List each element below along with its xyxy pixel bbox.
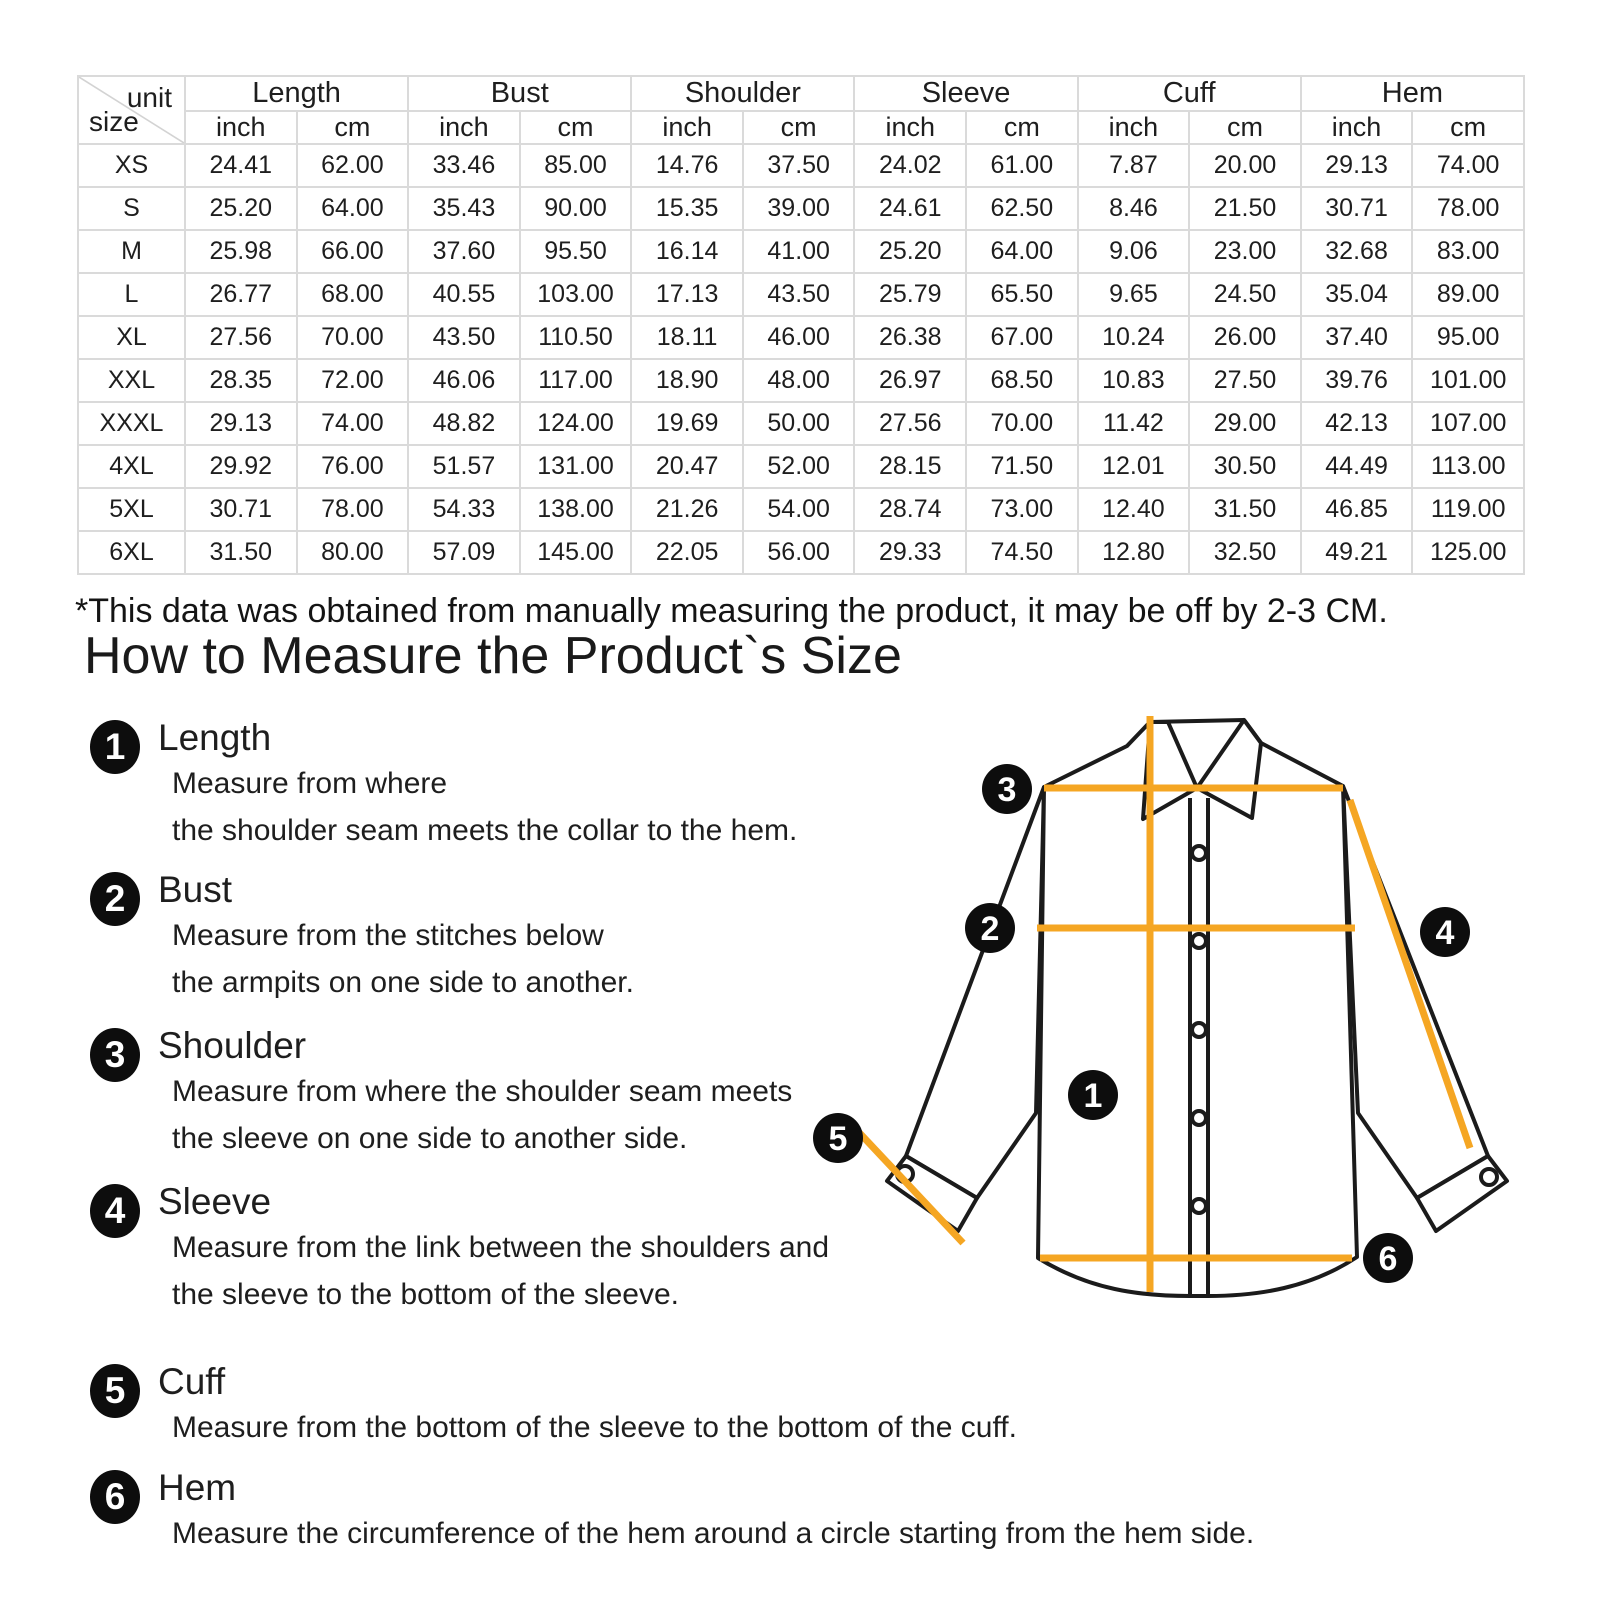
instruction-shoulder <box>90 1024 792 1162</box>
value-cell: 24.41 <box>185 144 297 187</box>
value-cell: 9.65 <box>1078 273 1190 316</box>
size-cell: 4XL <box>78 445 185 488</box>
diagram-badge-2-label: 2 <box>980 910 1000 948</box>
size-cell: L <box>78 273 185 316</box>
value-cell: 29.00 <box>1189 402 1301 445</box>
size-cell: XXL <box>78 359 185 402</box>
corner-unit-label: unit <box>126 82 172 113</box>
value-cell: 28.35 <box>185 359 297 402</box>
section-heading: How to Measure the Product`s Size <box>84 627 902 685</box>
unit-header-cm: cm <box>743 111 855 144</box>
value-cell: 10.24 <box>1078 316 1190 359</box>
value-cell: 56.00 <box>743 531 855 574</box>
value-cell: 37.40 <box>1301 316 1413 359</box>
value-cell: 61.00 <box>966 144 1078 187</box>
value-cell: 25.79 <box>854 273 966 316</box>
value-cell: 64.00 <box>966 230 1078 273</box>
diagram-badge-5-label: 5 <box>828 1120 848 1158</box>
value-cell: 95.50 <box>520 230 632 273</box>
value-cell: 107.00 <box>1412 402 1524 445</box>
value-cell: 49.21 <box>1301 531 1413 574</box>
value-cell: 74.00 <box>1412 144 1524 187</box>
step-badge-4: 4 <box>90 1184 140 1238</box>
diagram-badge-4 <box>1420 907 1470 957</box>
instruction-length <box>90 716 797 854</box>
value-cell: 26.00 <box>1189 316 1301 359</box>
value-cell: 11.42 <box>1078 402 1190 445</box>
unit-header-inch: inch <box>631 111 743 144</box>
value-cell: 103.00 <box>520 273 632 316</box>
value-cell: 70.00 <box>966 402 1078 445</box>
step-badge-6: 6 <box>90 1470 140 1524</box>
value-cell: 76.00 <box>297 445 409 488</box>
value-cell: 29.92 <box>185 445 297 488</box>
group-header-cuff: Cuff <box>1078 76 1301 111</box>
value-cell: 28.15 <box>854 445 966 488</box>
group-header-bust: Bust <box>408 76 631 111</box>
value-cell: 27.56 <box>185 316 297 359</box>
value-cell: 26.38 <box>854 316 966 359</box>
value-cell: 125.00 <box>1412 531 1524 574</box>
unit-header-cm: cm <box>520 111 632 144</box>
value-cell: 124.00 <box>520 402 632 445</box>
value-cell: 8.46 <box>1078 187 1190 230</box>
instruction-title: Sleeve <box>158 1181 272 1222</box>
step-badge-2: 2 <box>90 872 140 926</box>
measurement-disclaimer: *This data was obtained from manually measuring the product, it may be off by 2-3 CM. <box>75 592 1388 630</box>
instruction-text-line: the armpits on one side to another. <box>172 966 634 999</box>
value-cell: 48.00 <box>743 359 855 402</box>
shirt-button <box>1192 1199 1206 1213</box>
instruction-text-line: Measure from the link between the shoulders and <box>172 1231 830 1264</box>
size-cell: 5XL <box>78 488 185 531</box>
value-cell: 33.46 <box>408 144 520 187</box>
value-cell: 7.87 <box>1078 144 1190 187</box>
shirt-button <box>1192 1111 1206 1125</box>
size-cell: M <box>78 230 185 273</box>
size-cell: XS <box>78 144 185 187</box>
value-cell: 27.50 <box>1189 359 1301 402</box>
value-cell: 110.50 <box>520 316 632 359</box>
shirt-button <box>1192 934 1206 948</box>
value-cell: 101.00 <box>1412 359 1524 402</box>
value-cell: 117.00 <box>520 359 632 402</box>
instruction-cuff <box>90 1360 1017 1451</box>
value-cell: 19.69 <box>631 402 743 445</box>
value-cell: 29.33 <box>854 531 966 574</box>
value-cell: 68.50 <box>966 359 1078 402</box>
value-cell: 62.50 <box>966 187 1078 230</box>
group-header-sleeve: Sleeve <box>854 76 1077 111</box>
value-cell: 65.50 <box>966 273 1078 316</box>
unit-header-inch: inch <box>408 111 520 144</box>
unit-header-cm: cm <box>1412 111 1524 144</box>
value-cell: 18.11 <box>631 316 743 359</box>
value-cell: 31.50 <box>1189 488 1301 531</box>
value-cell: 78.00 <box>1412 187 1524 230</box>
value-cell: 23.00 <box>1189 230 1301 273</box>
instruction-title: Cuff <box>158 1361 226 1402</box>
instruction-bust <box>90 868 634 1006</box>
instruction-text-line: the shoulder seam meets the collar to the hem. <box>172 814 798 847</box>
instruction-text-line: the sleeve on one side to another side. <box>172 1122 688 1155</box>
value-cell: 113.00 <box>1412 445 1524 488</box>
value-cell: 9.06 <box>1078 230 1190 273</box>
value-cell: 57.09 <box>408 531 520 574</box>
size-cell: 6XL <box>78 531 185 574</box>
value-cell: 39.00 <box>743 187 855 230</box>
instruction-title: Hem <box>158 1467 237 1508</box>
value-cell: 51.57 <box>408 445 520 488</box>
unit-header-inch: inch <box>1078 111 1190 144</box>
value-cell: 46.85 <box>1301 488 1413 531</box>
size-cell: XL <box>78 316 185 359</box>
diagram-badge-1 <box>1068 1070 1118 1120</box>
value-cell: 15.35 <box>631 187 743 230</box>
value-cell: 37.60 <box>408 230 520 273</box>
value-cell: 43.50 <box>743 273 855 316</box>
left-sleeve <box>906 787 1044 1198</box>
value-cell: 17.13 <box>631 273 743 316</box>
unit-header-inch: inch <box>1301 111 1413 144</box>
value-cell: 12.80 <box>1078 531 1190 574</box>
instruction-text-line: Measure from the stitches below <box>172 919 604 952</box>
value-cell: 74.50 <box>966 531 1078 574</box>
cuff-button <box>1481 1169 1497 1185</box>
value-cell: 40.55 <box>408 273 520 316</box>
value-cell: 21.50 <box>1189 187 1301 230</box>
step-badge-5: 5 <box>90 1364 140 1418</box>
value-cell: 25.98 <box>185 230 297 273</box>
value-cell: 18.90 <box>631 359 743 402</box>
value-cell: 37.50 <box>743 144 855 187</box>
value-cell: 29.13 <box>1301 144 1413 187</box>
value-cell: 41.00 <box>743 230 855 273</box>
group-header-shoulder: Shoulder <box>631 76 854 111</box>
value-cell: 67.00 <box>966 316 1078 359</box>
diagram-badge-2 <box>965 903 1015 953</box>
value-cell: 26.97 <box>854 359 966 402</box>
value-cell: 26.77 <box>185 273 297 316</box>
value-cell: 83.00 <box>1412 230 1524 273</box>
step-badge-3: 3 <box>90 1028 140 1082</box>
value-cell: 74.00 <box>297 402 409 445</box>
shirt-diagram <box>780 690 1540 1370</box>
value-cell: 145.00 <box>520 531 632 574</box>
unit-header-cm: cm <box>966 111 1078 144</box>
diagram-badge-5 <box>813 1113 863 1163</box>
value-cell: 35.43 <box>408 187 520 230</box>
value-cell: 66.00 <box>297 230 409 273</box>
value-cell: 42.13 <box>1301 402 1413 445</box>
group-header-length: Length <box>185 76 408 111</box>
value-cell: 25.20 <box>854 230 966 273</box>
unit-header-cm: cm <box>1189 111 1301 144</box>
value-cell: 62.00 <box>297 144 409 187</box>
value-cell: 30.71 <box>185 488 297 531</box>
value-cell: 20.00 <box>1189 144 1301 187</box>
value-cell: 95.00 <box>1412 316 1524 359</box>
value-cell: 46.06 <box>408 359 520 402</box>
value-cell: 64.00 <box>297 187 409 230</box>
value-cell: 27.56 <box>854 402 966 445</box>
step-badge-1: 1 <box>90 720 140 774</box>
value-cell: 73.00 <box>966 488 1078 531</box>
value-cell: 89.00 <box>1412 273 1524 316</box>
shirt-button <box>1192 846 1206 860</box>
diagram-badge-3-label: 3 <box>997 771 1017 809</box>
instruction-title: Shoulder <box>158 1025 307 1066</box>
diagram-badge-6 <box>1363 1233 1413 1283</box>
value-cell: 30.71 <box>1301 187 1413 230</box>
value-cell: 29.13 <box>185 402 297 445</box>
shirt-button <box>1192 1023 1206 1037</box>
value-cell: 22.05 <box>631 531 743 574</box>
value-cell: 119.00 <box>1412 488 1524 531</box>
value-cell: 20.47 <box>631 445 743 488</box>
instruction-text-line: Measure the circumference of the hem around a circle starting from the hem side. <box>172 1517 1255 1550</box>
value-cell: 25.20 <box>185 187 297 230</box>
size-cell: XXXL <box>78 402 185 445</box>
diagram-badge-6-label: 6 <box>1378 1240 1398 1278</box>
diagram-badge-3 <box>982 764 1032 814</box>
value-cell: 43.50 <box>408 316 520 359</box>
value-cell: 54.00 <box>743 488 855 531</box>
value-cell: 70.00 <box>297 316 409 359</box>
unit-header-cm: cm <box>297 111 409 144</box>
value-cell: 39.76 <box>1301 359 1413 402</box>
corner-size-label: size <box>89 106 139 137</box>
value-cell: 71.50 <box>966 445 1078 488</box>
unit-header-inch: inch <box>185 111 297 144</box>
value-cell: 44.49 <box>1301 445 1413 488</box>
value-cell: 32.68 <box>1301 230 1413 273</box>
value-cell: 28.74 <box>854 488 966 531</box>
diagram-badge-4-label: 4 <box>1435 914 1455 952</box>
value-cell: 10.83 <box>1078 359 1190 402</box>
value-cell: 68.00 <box>297 273 409 316</box>
instruction-text-line: Measure from the bottom of the sleeve to the bottom of the cuff. <box>172 1411 1017 1444</box>
value-cell: 21.26 <box>631 488 743 531</box>
value-cell: 24.61 <box>854 187 966 230</box>
size-cell: S <box>78 187 185 230</box>
value-cell: 54.33 <box>408 488 520 531</box>
value-cell: 85.00 <box>520 144 632 187</box>
value-cell: 78.00 <box>297 488 409 531</box>
value-cell: 138.00 <box>520 488 632 531</box>
value-cell: 50.00 <box>743 402 855 445</box>
instruction-sleeve <box>90 1180 829 1318</box>
value-cell: 30.50 <box>1189 445 1301 488</box>
value-cell: 14.76 <box>631 144 743 187</box>
unit-header-inch: inch <box>854 111 966 144</box>
value-cell: 80.00 <box>297 531 409 574</box>
value-cell: 72.00 <box>297 359 409 402</box>
value-cell: 24.02 <box>854 144 966 187</box>
value-cell: 12.40 <box>1078 488 1190 531</box>
diagram-badge-1-label: 1 <box>1083 1077 1103 1115</box>
value-cell: 31.50 <box>185 531 297 574</box>
value-cell: 12.01 <box>1078 445 1190 488</box>
instruction-title: Bust <box>158 869 233 910</box>
value-cell: 35.04 <box>1301 273 1413 316</box>
value-cell: 46.00 <box>743 316 855 359</box>
value-cell: 90.00 <box>520 187 632 230</box>
value-cell: 52.00 <box>743 445 855 488</box>
instruction-text-line: Measure from where the shoulder seam meets <box>172 1075 793 1108</box>
instruction-title: Length <box>158 717 272 758</box>
value-cell: 16.14 <box>631 230 743 273</box>
instruction-text-line: Measure from where <box>172 767 448 800</box>
value-cell: 24.50 <box>1189 273 1301 316</box>
instruction-hem <box>90 1466 1254 1557</box>
value-cell: 131.00 <box>520 445 632 488</box>
instruction-text-line: the sleeve to the bottom of the sleeve. <box>172 1278 679 1311</box>
value-cell: 32.50 <box>1189 531 1301 574</box>
group-header-hem: Hem <box>1301 76 1524 111</box>
value-cell: 48.82 <box>408 402 520 445</box>
